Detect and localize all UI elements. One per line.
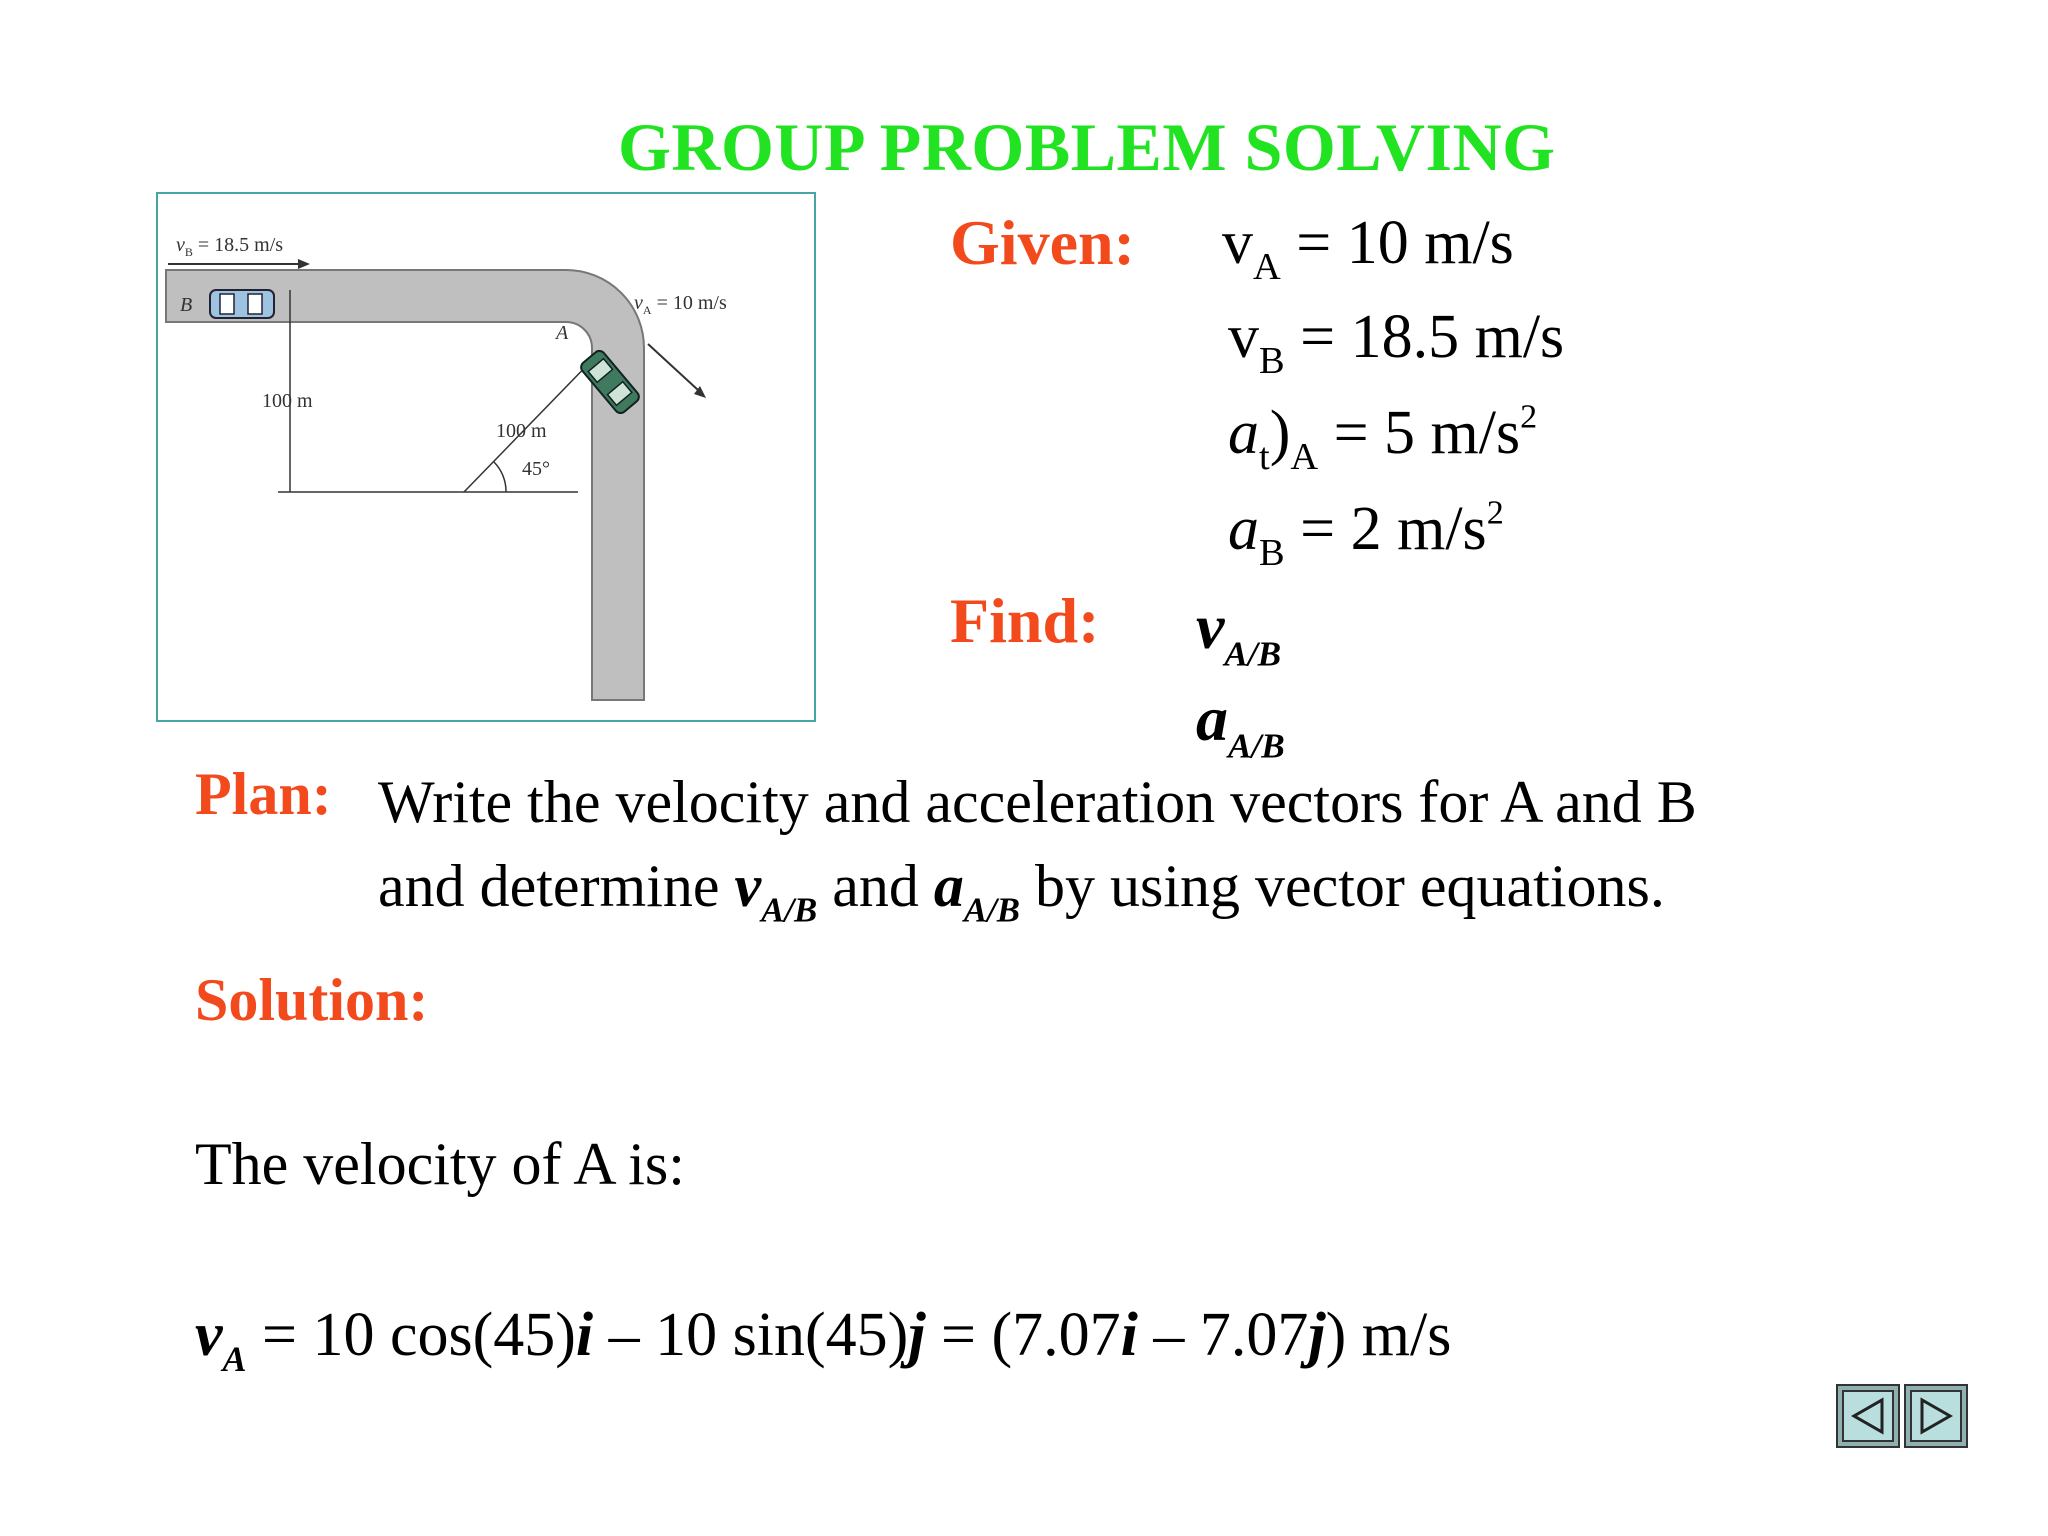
car-A-label: A <box>556 322 569 344</box>
angle-label: 45° <box>522 458 550 480</box>
next-slide-button[interactable] <box>1904 1384 1968 1448</box>
given-vB: $v_B = 18.5$ m/s <box>1228 303 1565 383</box>
plan-text <box>378 760 1697 953</box>
velocity-intro: The velocity of A is: <box>195 1131 685 1197</box>
triangle-right-icon <box>1916 1396 1956 1436</box>
plan-heading: Plan: <box>195 761 332 827</box>
given-at-A: $a_t)_A = 5$ $m/s^2$ <box>1228 398 1538 479</box>
given-vA: $v_A = 10$ m/s <box>1222 209 1514 289</box>
given-aB: $a_B = 2$ $m/s^2$ <box>1228 494 1504 575</box>
road-diagram-svg <box>158 194 814 720</box>
angle-arc <box>494 462 506 492</box>
velocity-equation: $v_A = 10$ cos(45)i – 10 sin(45)j = (7.07i – 7.07j) m/s <box>195 1301 1452 1380</box>
given-heading: Given: <box>950 207 1135 278</box>
solution-heading: Solution: <box>195 967 429 1033</box>
distance-label-2: 100 m <box>496 420 547 442</box>
previous-slide-button[interactable] <box>1836 1384 1900 1448</box>
plan-line-2: and determine $v_{A/B}$ and $a_{A/B}$ by using vector equations. <box>378 853 1665 930</box>
road-surface <box>166 270 644 700</box>
find-heading: Find: <box>950 585 1100 656</box>
triangle-left-icon <box>1848 1396 1888 1436</box>
vA-label: $v_A = 10$ m/s <box>634 292 727 317</box>
vA-arrow <box>648 344 698 390</box>
car-B-label: B <box>180 294 193 316</box>
road-diagram <box>156 192 816 722</box>
find-vAB: $v_{A/B}$ <box>1196 591 1282 674</box>
plan-line-1: Write the velocity and acceleration vectors for A and B <box>378 769 1697 835</box>
slide-title: GROUP PROBLEM SOLVING <box>618 109 1556 185</box>
vB-arrowhead <box>298 259 310 269</box>
find-aAB: $a_{A/B}$ <box>1196 683 1285 766</box>
distance-label-1: 100 m <box>262 390 313 412</box>
vB-label: $v_B = 18.5$ m/s <box>176 234 284 259</box>
